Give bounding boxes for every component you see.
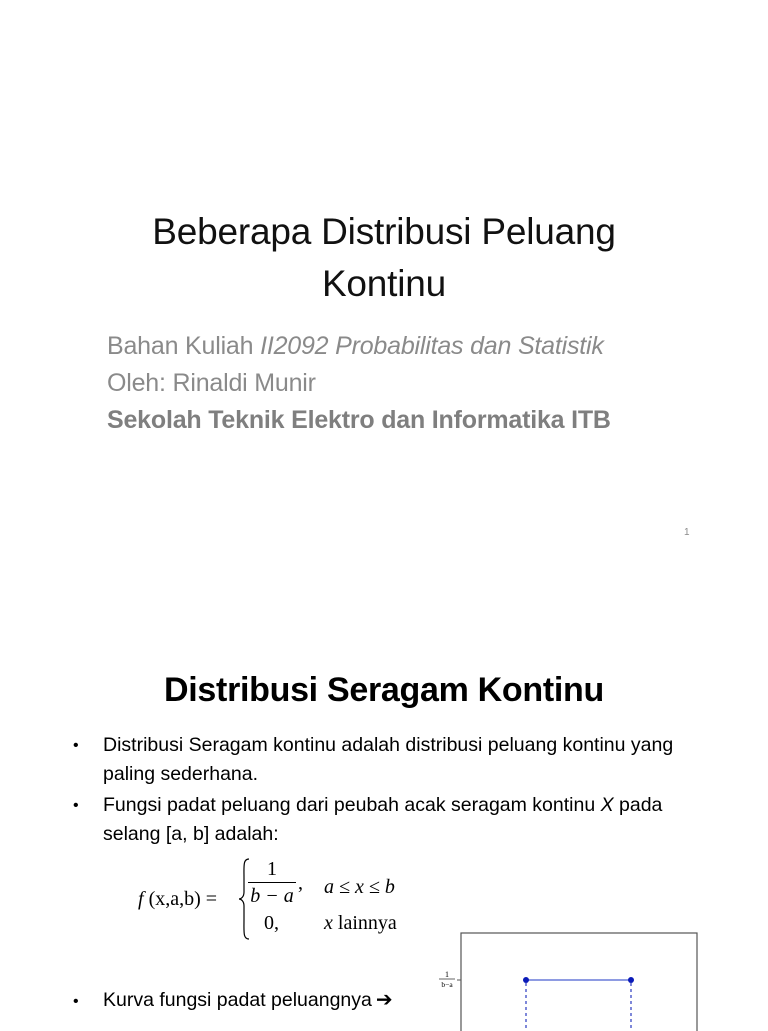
formula-lhs [138, 888, 217, 911]
pdf-formula [138, 854, 428, 946]
bullet-item [73, 731, 693, 789]
author-line: Oleh: Rinaldi Munir [107, 369, 316, 397]
fraction-numerator: 1 [267, 858, 277, 880]
bullet-icon: • [73, 993, 79, 1010]
case1-comma: , [298, 872, 303, 894]
formula-args: (x,a,b) = [148, 888, 218, 910]
endpoint-b [628, 977, 634, 983]
arrow-right-icon: ➔ [375, 989, 393, 1011]
bullet-icon: • [73, 797, 79, 814]
y-tick-label-denominator: b−a [441, 980, 453, 989]
bullet-text: Distribusi Seragam kontinu adalah distribusi peluang kontinu yang paling sederhana. [103, 734, 674, 785]
y-tick-label-numerator: 1 [445, 970, 449, 979]
bullet-text-cont: pada selang [a, b] adalah: [103, 794, 663, 845]
content-slide [0, 576, 768, 1024]
case2-text: lainnya [332, 912, 397, 934]
course-line [107, 328, 611, 365]
chart-frame [461, 933, 697, 1031]
bullet-item-curve [73, 986, 393, 1016]
pdf-curve-chart [430, 931, 710, 1031]
bullet-icon: • [73, 737, 79, 754]
fraction-denominator: b − a [250, 885, 294, 907]
fraction [248, 858, 296, 907]
case2-condition [324, 912, 397, 935]
case2-value: 0, [264, 912, 279, 934]
title-line-2: Kontinu [321, 263, 447, 304]
case2-variable: x [324, 912, 333, 934]
bullet-list [73, 731, 693, 851]
endpoint-a [523, 977, 529, 983]
fraction-bar [248, 882, 296, 883]
page-number: 1 [684, 527, 690, 538]
presentation-title [0, 206, 768, 310]
slide-title: Distribusi Seragam Kontinu [164, 671, 604, 709]
formula-function: f [138, 888, 144, 910]
course-prefix: Bahan Kuliah [107, 332, 261, 360]
title-line-1: Beberapa Distribusi Peluang [152, 211, 616, 252]
subtitle-block [107, 328, 611, 439]
variable-x: X [600, 794, 614, 816]
case1-condition: a ≤ x ≤ b [324, 876, 395, 898]
bullet-text: Kurva fungsi padat peluangnya [103, 989, 372, 1011]
institution-line: Sekolah Teknik Elektro dan Informatika ITB [107, 406, 611, 434]
course-name: II2092 Probabilitas dan Statistik [260, 332, 604, 360]
bullet-item [73, 791, 693, 849]
bullet-text: Fungsi padat peluang dari peubah acak seragam kontinu [103, 794, 601, 816]
